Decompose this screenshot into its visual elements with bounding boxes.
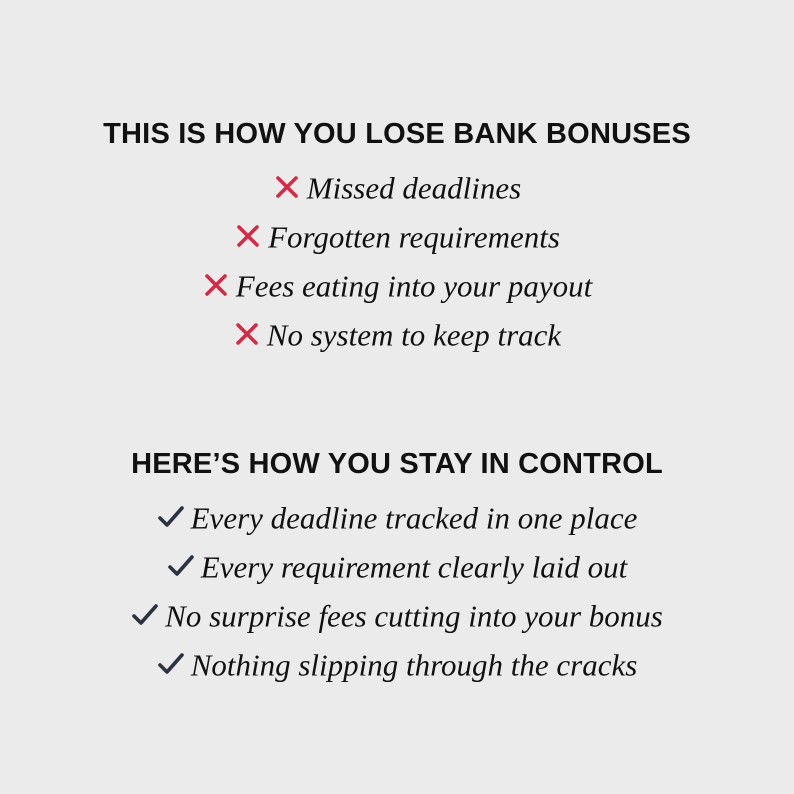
list-item-text: No system to keep track — [266, 318, 562, 354]
list-item — [0, 640, 794, 689]
checkmark-icon — [167, 552, 195, 580]
list-item-text: Missed deadlines — [306, 170, 522, 206]
list-item-text: Fees eating into your payout — [235, 268, 593, 304]
cross-icon — [233, 320, 261, 348]
list-item-text: Forgotten requirements — [268, 219, 560, 255]
checkmark-icon — [131, 601, 159, 629]
lose-bonuses-section — [0, 113, 794, 360]
cross-icon — [273, 173, 301, 201]
list-item-text: Nothing slipping through the cracks — [190, 648, 638, 684]
list-item-text: Every requirement clearly laid out — [200, 549, 628, 585]
list-item-text: Every deadline tracked in one place — [190, 500, 638, 536]
lose-bonuses-list — [0, 163, 794, 360]
list-item — [0, 261, 794, 310]
list-item-text: No surprise fees cutting into your bonus — [165, 598, 663, 634]
cross-icon — [234, 222, 262, 250]
list-item — [0, 212, 794, 261]
checkmark-icon — [157, 650, 185, 678]
stay-in-control-section — [0, 443, 794, 690]
cross-icon — [202, 271, 230, 299]
list-item — [0, 591, 794, 640]
stay-in-control-list — [0, 493, 794, 690]
list-item — [0, 310, 794, 359]
checkmark-icon — [157, 503, 185, 531]
stay-in-control-heading: HERE’S HOW YOU STAY IN CONTROL — [131, 448, 663, 480]
list-item — [0, 493, 794, 542]
list-item — [0, 163, 794, 212]
list-item — [0, 542, 794, 591]
lose-bonuses-heading: THIS IS HOW YOU LOSE BANK BONUSES — [103, 118, 691, 150]
